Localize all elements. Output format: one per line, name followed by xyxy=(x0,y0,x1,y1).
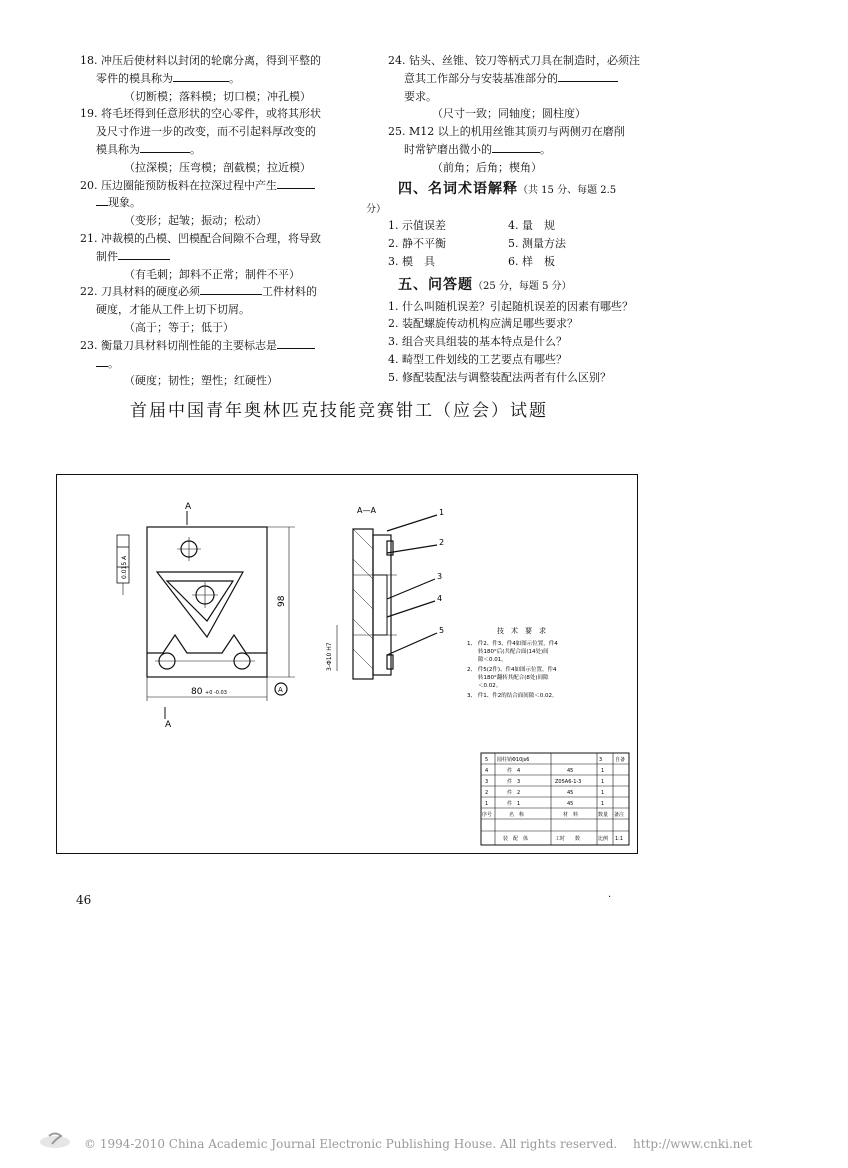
term-item: 3. 模 具 xyxy=(388,254,435,268)
question-23: 23. 衡量刀具材料切削性能的主要标志是 。 （硬度；韧性；塑性；红硬性） xyxy=(80,337,355,390)
svg-text:数量: 数量 xyxy=(598,812,609,818)
list-item: 4. 畸型工件划线的工艺要点有哪些？ xyxy=(388,352,567,366)
svg-text:自备: 自备 xyxy=(615,757,626,763)
svg-text:5: 5 xyxy=(485,757,489,763)
term-list xyxy=(388,217,648,270)
svg-text:件 1: 件 1 xyxy=(507,801,521,807)
bom-table xyxy=(482,756,625,842)
svg-text:圆柱销Φ10js6: 圆柱销Φ10js6 xyxy=(497,757,530,763)
svg-text:45: 45 xyxy=(567,790,574,796)
svg-text:45: 45 xyxy=(567,768,574,774)
term-item: 1. 示值误差 xyxy=(388,219,446,233)
dim-width-tol: +0 -0.03 xyxy=(205,690,227,696)
svg-text:3: 3 xyxy=(485,779,489,785)
question-list xyxy=(388,298,648,387)
svg-text:比例: 比例 xyxy=(598,836,609,842)
question-20: 20. 压边圈能预防板料在拉深过程中产生 现象。 （变形；起皱；振动；松动） xyxy=(80,177,355,230)
question-19: 19. 将毛坯得到任意形状的空心零件，或将其形状 及尺寸作进一步的改变，而不引起料厚改变的 模具称为 。 （拉深模；压弯模；剖截模；拉近模） xyxy=(80,105,355,176)
callout-5: 5 xyxy=(439,626,445,635)
answer-blank xyxy=(277,337,315,349)
section-4 xyxy=(366,180,648,271)
list-item: 2. 装配螺旋传动机构应满足哪些要求？ xyxy=(388,317,578,331)
dim-height: 98 xyxy=(277,595,287,607)
term-item: 4. 量 规 xyxy=(508,219,555,233)
svg-text:转180°后(共配合面(14处)间: 转180°后(共配合面(14处)间 xyxy=(467,649,549,655)
section-4-note: （共 15 分、每题 2.5 xyxy=(518,184,617,196)
svg-text:材 料: 材 料 xyxy=(563,812,579,818)
tolerance-frame: 0.015 A xyxy=(121,555,128,579)
engineering-drawing xyxy=(56,474,638,854)
svg-text:1:1: 1:1 xyxy=(615,836,624,842)
svg-text:件 2: 件 2 xyxy=(507,790,521,796)
view-label: A xyxy=(185,502,192,512)
answer-blank xyxy=(558,70,618,82)
svg-text:1: 1 xyxy=(601,801,605,807)
svg-text:序号: 序号 xyxy=(482,812,493,818)
dim-width: 80 xyxy=(191,687,203,697)
answer-blank xyxy=(277,177,315,189)
callout-2: 2 xyxy=(439,538,445,547)
question-24: 24. 钻头、丝锥、铰刀等柄式刀具在制造时，必须注 意其工作部分与安装基准部分的 要求。 （尺寸一致；同轴度；圆柱度） xyxy=(388,52,648,123)
answer-blank xyxy=(200,283,262,295)
svg-text:4: 4 xyxy=(485,768,489,774)
answer-blank xyxy=(173,70,229,82)
view-label-bottom: A xyxy=(165,720,172,730)
svg-text:45: 45 xyxy=(567,801,574,807)
section-5-title: 五、问答题 xyxy=(398,276,473,293)
callout-1: 1 xyxy=(439,508,445,517)
q18-options: （切断模；落料模；切口模；冲孔模） xyxy=(124,89,311,103)
list-item: 3. 组合夹具组装的基本特点是什么？ xyxy=(388,335,567,349)
term-item: 5. 测量方法 xyxy=(508,237,566,251)
section-4-title: 四、名词术语解释 xyxy=(398,180,518,197)
svg-text:装 配 体: 装 配 体 xyxy=(503,836,529,842)
dot-mark: · xyxy=(608,892,612,903)
q20-options: （变形；起皱；振动；松动） xyxy=(124,214,267,228)
term-item: 2. 静不平衡 xyxy=(388,237,446,251)
svg-text:Z05A6-1-3: Z05A6-1-3 xyxy=(555,779,582,785)
q18-line-2: 零件的模具称为 xyxy=(96,71,173,85)
page-title: 首届中国青年奥林匹克技能竞赛钳工（应会）试题 xyxy=(130,401,548,421)
right-column xyxy=(366,52,648,387)
svg-text:1: 1 xyxy=(601,768,605,774)
svg-text:＜0.02。: ＜0.02。 xyxy=(467,683,502,689)
svg-text:1、 件2、件3、件4如图示位置，件4: 1、 件2、件3、件4如图示位置，件4 xyxy=(467,641,558,647)
question-21: 21. 冲裁模的凸模、凹模配合间隙不合理，将导致 制件 （有毛刺；卸料不正常；制件不平） xyxy=(80,230,355,283)
question-22: 22. 刀具材料的硬度必须 工件材料的 硬度，才能从工件上切下切屑。 （高于；等于；低于） xyxy=(80,283,355,336)
tech-title: 技 术 要 求 xyxy=(497,627,546,635)
left-column xyxy=(80,52,355,390)
svg-text:件 4: 件 4 xyxy=(507,768,521,774)
list-item: 5. 修配装配法与调整装配法两者有什么区别？ xyxy=(388,370,611,384)
drawing-svg xyxy=(57,475,637,853)
svg-text:2: 2 xyxy=(485,790,489,796)
copyright-footer: © 1994-2010 China Academic Journal Electronic Publishing House. All rights reserved. http://www.cnki.net xyxy=(84,1137,753,1151)
question-25: 25. M12 以上的机用丝锥其顶刃与两侧刃在磨削 时常铲磨出微小的 。 （前角；后角；楔角） xyxy=(388,123,648,176)
term-item: 6. 样 板 xyxy=(508,254,555,268)
svg-text:1: 1 xyxy=(601,790,605,796)
datum-label: A xyxy=(278,686,283,694)
svg-text:件 3: 件 3 xyxy=(507,779,521,785)
svg-text:2、 件5(2件)、件4如图示位置，件4: 2、 件5(2件)、件4如图示位置，件4 xyxy=(467,667,557,673)
answer-blank xyxy=(492,141,540,153)
q22-options: （高于；等于；低于） xyxy=(124,320,234,334)
q19-options: （拉深模；压弯模；剖截模；拉近模） xyxy=(124,160,311,174)
q23-options: （硬度；韧性；塑性；红硬性） xyxy=(124,374,278,388)
svg-text:工时: 工时 xyxy=(555,836,566,842)
q18-line-1: 18. 冲压后使材料以封闭的轮廓分离，得到平整的 xyxy=(80,54,321,67)
cnki-logo-icon xyxy=(38,1130,72,1150)
svg-text:名 称: 名 称 xyxy=(509,812,525,818)
svg-text:数: 数 xyxy=(575,836,581,842)
q21-options: （有毛刺；卸料不正常；制件不平） xyxy=(124,267,300,281)
section-label: A—A xyxy=(357,506,376,515)
svg-text:备注: 备注 xyxy=(614,812,625,818)
callout-4: 4 xyxy=(437,594,443,603)
page-number: 46 xyxy=(76,893,92,907)
svg-text:1: 1 xyxy=(601,779,605,785)
svg-text:3: 3 xyxy=(599,757,603,763)
plate-outline xyxy=(147,527,267,677)
tech-requirements xyxy=(467,639,558,699)
answer-blank xyxy=(140,141,190,153)
q24-options: （尺寸一致；同轴度；圆柱度） xyxy=(432,107,586,121)
svg-text:转180°翻转其配合(8处)间隙: 转180°翻转其配合(8处)间隙 xyxy=(467,675,549,681)
section-5-note: （25 分，每题 5 分） xyxy=(473,280,572,292)
callout-3: 3 xyxy=(437,572,443,581)
dim-side: 3-Φ10 H7 xyxy=(326,642,333,671)
svg-text:隙＜0.01。: 隙＜0.01。 xyxy=(467,657,507,663)
section-5 xyxy=(388,277,648,387)
svg-text:1: 1 xyxy=(485,801,489,807)
section-4-note-tail: 分） xyxy=(366,204,386,216)
svg-text:3、 件1、件2的结合面间隙＜0.02。: 3、 件1、件2的结合面间隙＜0.02。 xyxy=(467,693,558,699)
question-18: 18. 冲压后使材料以封闭的轮廓分离，得到平整的 零件的模具称为 。 （切断模；落料模；切口模；冲孔模） xyxy=(80,52,355,105)
answer-blank xyxy=(118,248,170,260)
q25-options: （前角；后角；楔角） xyxy=(432,160,542,174)
list-item: 1. 什么叫随机误差？引起随机误差的因素有哪些？ xyxy=(388,299,633,313)
